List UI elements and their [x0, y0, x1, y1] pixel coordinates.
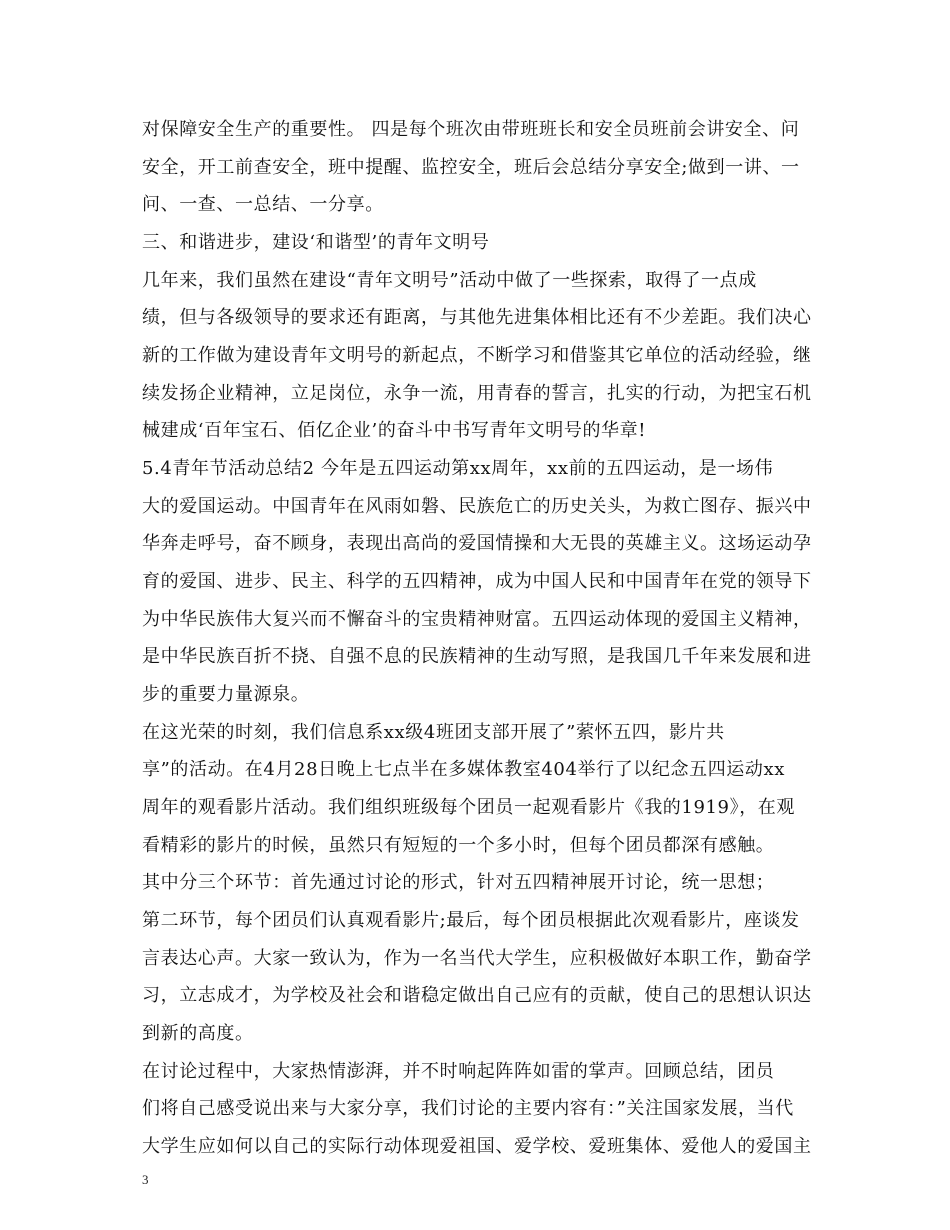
text-line: 大的爱国运动。中国青年在风雨如磐、民族危亡的历史关头，为救亡图存、振兴中 [142, 496, 812, 517]
text-line: 5.4青年节活动总结2 今年是五四运动第xx周年，xx前的五四运动，是一场伟 [142, 458, 774, 479]
text-line: 续发扬企业精神，立足岗位，永争一流，用青春的誓言，扎实的行动，为把宝石机 [142, 383, 812, 404]
text-line: 大学生应如何以自己的实际行动体现爱祖国、爱学校、爱班集体、爱他人的爱国主 [142, 1136, 812, 1157]
text-line: 其中分三个环节：首先通过讨论的形式，针对五四精神展开讨论，统一思想； [142, 872, 775, 893]
text-line: 在讨论过程中，大家热情澎湃，并不时响起阵阵如雷的掌声。回顾总结，团员 [142, 1061, 775, 1082]
text-line: 问、一查、一总结、一分享。 [142, 194, 384, 215]
text-line: 第二环节，每个团员们认真观看影片;最后，每个团员根据此次观看影片，座谈发 [142, 910, 800, 931]
text-line: 对保障安全生产的重要性。 四是每个班次由带班班长和安全员班前会讲安全、问 [142, 119, 800, 140]
text-line: 看精彩的影片的时候，虽然只有短短的一个多小时，但每个团员都深有感触。 [142, 835, 775, 856]
text-line: 新的工作做为建设青年文明号的新起点，不断学习和借鉴其它单位的活动经验，继 [142, 345, 812, 366]
text-line: 在这光荣的时刻，我们信息系xx级4班团支部开展了”萦怀五四，影片共 [142, 722, 725, 743]
text-line: 习，立志成才，为学校及社会和谐稳定做出自己应有的贡献，使自己的思想认识达 [142, 985, 812, 1006]
text-line: 周年的观看影片活动。我们组织班级每个团员一起观看影片《我的1919》，在观 [142, 797, 796, 818]
text-line: 华奔走呼号，奋不顾身，表现出高尚的爱国情操和大无畏的英雄主义。这场运动孕 [142, 533, 812, 554]
text-line: 几年来，我们虽然在建设“青年文明号”活动中做了一些探索，取得了一点成 [142, 270, 757, 291]
text-line: 育的爱国、进步、民主、科学的五四精神，成为中国人民和中国青年在党的领导下 [142, 571, 812, 592]
text-line: 为中华民族伟大复兴而不懈奋斗的宝贵精神财富。五四运动体现的爱国主义精神， [142, 609, 812, 630]
text-line: 械建成‘百年宝石、佰亿企业’的奋斗中书写青年文明号的华章! [142, 420, 647, 441]
text-line: 到新的高度。 [142, 1023, 254, 1044]
text-line: 绩，但与各级领导的要求还有距离，与其他先进集体相比还有不少差距。我们决心 [142, 307, 812, 328]
section-heading: 三、和谐进步，建设‘和谐型’的青年文明号 [142, 232, 490, 253]
text-line: 享”的活动。在4月28日晚上七点半在多媒体教室404举行了以纪念五四运动xx [142, 759, 786, 780]
text-line: 步的重要力量源泉。 [142, 684, 310, 705]
text-line: 是中华民族百折不挠、自强不息的民族精神的生动写照，是我国几千年来发展和进 [142, 646, 812, 667]
text-line: 言表达心声。大家一致认为，作为一名当代大学生，应积极做好本职工作，勤奋学 [142, 948, 812, 969]
text-line: 安全，开工前查安全，班中提醒、监控安全，班后会总结分享安全;做到一讲、一 [142, 157, 800, 178]
text-line: 们将自己感受说出来与大家分享，我们讨论的主要内容有：”关注国家发展，当代 [142, 1098, 794, 1119]
page-number: 3 [142, 1172, 149, 1187]
